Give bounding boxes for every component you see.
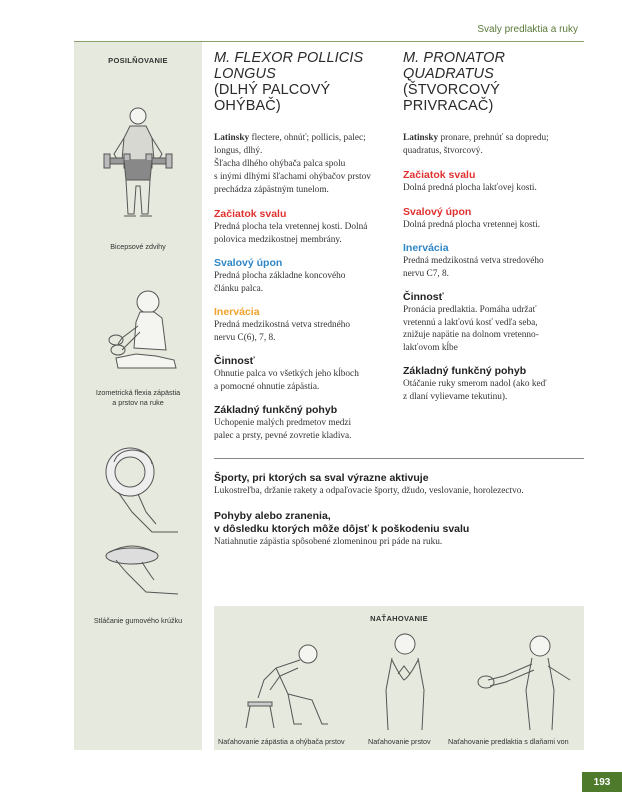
latin-line: s inými dlhými šľachami ohýbačov prstov	[214, 172, 371, 182]
movement-text: Otáčanie ruky smerom nadol (ako keď z dlaní vylievame tekutinu).	[403, 379, 547, 402]
latin-line: pronare, prehnúť sa dopredu;	[440, 133, 549, 143]
innervation-heading: Inervácia	[214, 306, 260, 318]
insertion-heading: Svalový úpon	[403, 205, 472, 218]
chapter-title: Svaly predlaktia a ruky	[477, 24, 578, 35]
rubber-ring-caption: Stláčanie gumového krúžku	[93, 616, 183, 625]
movement-heading: Základný funkčný pohyb	[214, 404, 338, 416]
sports-text: Lukostreľba, držanie rakety a odpaľovacie športy, džudo, veslovanie, horolezectvo.	[214, 486, 524, 496]
innervation-section	[403, 242, 581, 280]
muscle-local-name: (DLHÝ PALCOVÝ OHÝBAČ)	[214, 82, 331, 114]
movement-section	[403, 365, 581, 403]
innervation-text: Predná medzikostná vetva stredného nervu C(6), 7, 8.	[214, 320, 351, 343]
strengthening-title: POSILŇOVANIE	[108, 56, 168, 65]
action-text: Pronácia predlaktia. Pomáha udržať vretennú a lakťovú kosť vedľa seba, znižuje napätie na dolnom vretenno- lakťovom kĺbe	[403, 305, 539, 353]
origin-section	[214, 208, 392, 246]
origin-text: Predná plocha tela vretennej kosti. Dolná polovica medzikostnej membrány.	[214, 222, 368, 245]
finger-stretch-illustration	[370, 630, 440, 734]
rubber-ring-squeeze-illustration	[98, 442, 182, 612]
latin-line: quadratus, štvorcový.	[403, 146, 483, 156]
injuries-heading: Pohyby alebo zranenia, v dôsledku ktorých môže dôjsť k poškodeniu svalu	[214, 509, 470, 535]
innervation-heading: Inervácia	[403, 242, 449, 254]
insertion-section	[403, 206, 581, 232]
isometric-flexion-illustration	[96, 288, 182, 376]
muscle-title	[403, 50, 581, 114]
muscle-title	[214, 50, 392, 114]
action-heading: Činnosť	[214, 355, 255, 367]
insertion-text: Dolná predná plocha vretennej kosti.	[403, 219, 541, 230]
finger-stretch-caption: Naťahovanie prstov	[368, 737, 431, 746]
origin-text: Dolná predná plocha lakťovej kosti.	[403, 183, 537, 193]
muscle-latin-name: M. PRONATOR QUADRATUS	[403, 50, 506, 82]
injuries-text: Natiahnutie zápästia spôsobené zlomeninou pri páde na ruku.	[214, 536, 443, 547]
action-text: Ohnutie palca vo všetkých jeho kĺboch a pomocné ohnutie zápästia.	[214, 369, 359, 392]
action-heading: Činnosť	[403, 291, 444, 303]
wrist-finger-stretch-caption: Naťahovanie zápästia a ohýbača prstov	[218, 737, 345, 746]
latin-line: longus, dlhý.	[214, 146, 263, 156]
forearm-stretch-illustration	[474, 630, 578, 734]
origin-heading: Začiatok svalu	[214, 208, 287, 220]
muscle-local-name: (ŠTVORCOVÝ PRIVRACAČ)	[403, 82, 500, 114]
latin-label: Latinsky	[403, 133, 439, 143]
isometric-flexion-caption-1: Izometrická flexia zápästia	[95, 388, 181, 397]
origin-heading: Začiatok svalu	[403, 169, 476, 181]
pronator-quadratus-column	[403, 50, 581, 403]
action-section	[214, 355, 392, 393]
wrist-finger-stretch-illustration	[228, 628, 338, 734]
stretching-panel	[214, 606, 584, 750]
stretching-title: NAŤAHOVANIE	[370, 614, 428, 623]
movement-heading: Základný funkčný pohyb	[403, 365, 527, 377]
forearm-stretch-caption: Naťahovanie predlaktia s dlaňami von	[448, 737, 569, 746]
insertion-section	[214, 257, 392, 295]
latin-description	[403, 132, 581, 158]
muscle-latin-name: M. FLEXOR POLLICIS LONGUS	[214, 50, 364, 82]
latin-line: Šľacha dlhého ohýbača palca spolu	[214, 159, 346, 169]
page-number: 193	[582, 772, 622, 792]
innervation-section	[214, 306, 392, 344]
movement-section	[214, 404, 392, 442]
insertion-heading: Svalový úpon	[214, 257, 283, 269]
flexor-pollicis-longus-column	[214, 50, 392, 442]
innervation-text: Predná medzikostná vetva stredového nervu C7, 8.	[403, 256, 544, 279]
isometric-flexion-caption-2: a prstov na ruke	[112, 398, 164, 407]
insertion-text: Predná plocha základne koncového článku palca.	[214, 271, 346, 294]
latin-line: prechádza zápästným tunelom.	[214, 185, 329, 195]
origin-section	[403, 169, 581, 195]
latin-description	[214, 132, 392, 197]
latin-label: Latinsky	[214, 133, 250, 143]
biceps-curl-caption: Bicepsové zdvihy	[110, 242, 166, 251]
sports-and-injuries	[214, 472, 584, 548]
section-divider	[214, 458, 584, 459]
action-section	[403, 291, 581, 354]
sports-heading: Športy, pri ktorých sa sval výrazne aktivuje	[214, 472, 429, 484]
movement-text: Uchopenie malých predmetov medzi palec a prsty, pevné zovretie kladiva.	[214, 418, 352, 441]
strengthening-panel	[74, 42, 202, 750]
latin-line: flectere, ohnúť; pollicis, palec;	[251, 133, 366, 143]
biceps-curl-illustration	[96, 102, 180, 222]
